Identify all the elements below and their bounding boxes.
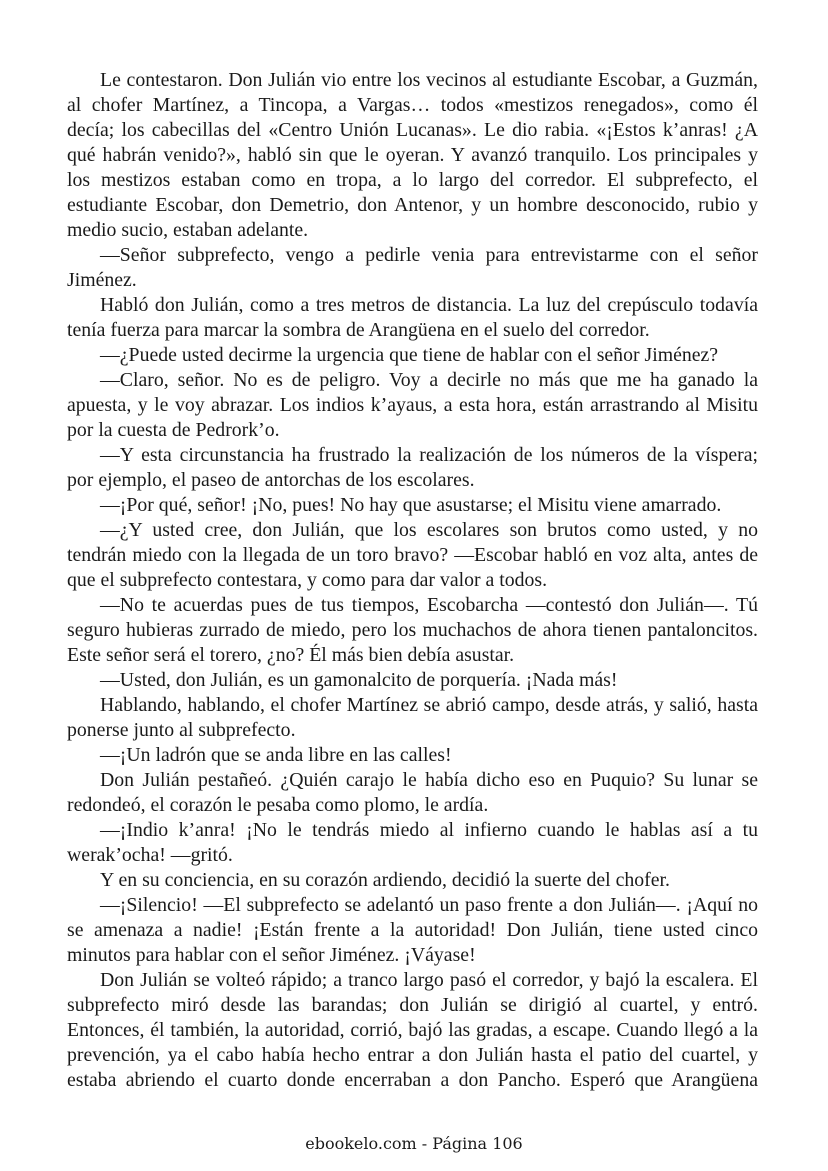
text-line: tenía fuerza para marcar la sombra de Arangüena en el suelo del corredor. [67, 319, 650, 341]
page-number: 106 [492, 1134, 523, 1153]
text-line: Le contestaron. Don Julián vio entre los vecinos al estudiante Escobar, a Guzmán, [100, 69, 758, 91]
narration-paragraph [67, 968, 758, 1093]
text-line: Don Julián pestañeó. ¿Quién carajo le había dicho eso en Puquio? Su lunar se [100, 769, 758, 791]
text-line: Y en su conciencia, en su corazón ardiendo, decidió la suerte del chofer. [100, 869, 670, 891]
text-line: Entonces, él también, la autoridad, corrió, bajó las gradas, a escape. Cuando llegó a la [67, 1019, 758, 1041]
text-line: —¡Silencio! —El subprefecto se adelantó un paso frente a don Julián—. ¡Aquí no [100, 894, 758, 916]
text-line: —Señor subprefecto, vengo a pedirle venia para entrevistarme con el señor [100, 244, 758, 266]
dialogue-paragraph [67, 668, 758, 693]
narration-paragraph [67, 68, 758, 243]
dialogue-paragraph [67, 593, 758, 668]
text-line: Jiménez. [67, 269, 137, 291]
text-line: —Claro, señor. No es de peligro. Voy a decirle no más que me ha ganado la [100, 369, 758, 391]
text-line: —¡Indio k’anra! ¡No le tendrás miedo al infierno cuando le hablas así a tu [100, 819, 758, 841]
text-line: —¿Puede usted decirme la urgencia que tiene de hablar con el señor Jiménez? [100, 344, 719, 366]
text-line: decía; los cabecillas del «Centro Unión Lucanas». Le dio rabia. «¡Estos k’anras! ¿A [67, 119, 758, 141]
footer-page-word: Página [432, 1134, 488, 1153]
footer-site: ebookelo.com [305, 1134, 417, 1153]
narration-paragraph [67, 293, 758, 343]
narration-paragraph [67, 768, 758, 818]
text-line: tendrán miedo con la llegada de un toro bravo? —Escobar habló en voz alta, antes de [67, 544, 758, 566]
dialogue-paragraph [67, 818, 758, 868]
text-line: minutos para hablar con el señor Jiménez. ¡Váyase! [67, 944, 476, 966]
text-line: los mestizos estaban como en tropa, a lo largo del corredor. El subprefecto, el [67, 169, 758, 191]
text-line: prevención, ya el cabo había hecho entrar a don Julián hasta el patio del cuartel, y [67, 1044, 758, 1066]
text-line: al chofer Martínez, a Tincopa, a Vargas… todos «mestizos renegados», como él [67, 94, 758, 116]
narration-paragraph [67, 868, 758, 893]
text-line: seguro hubieras zurrado de miedo, pero los muchachos de ahora tienen pantaloncitos. [67, 619, 758, 641]
dialogue-paragraph [67, 443, 758, 493]
dialogue-paragraph [67, 368, 758, 443]
text-line: estudiante Escobar, don Demetrio, don Antenor, y un hombre desconocido, rubio y [67, 194, 758, 216]
text-line: werak’ocha! —gritó. [67, 844, 233, 866]
text-line: por la cuesta de Pedrork’o. [67, 419, 280, 441]
text-line: —No te acuerdas pues de tus tiempos, Escobarcha —contestó don Julián—. Tú [100, 594, 758, 616]
dialogue-paragraph [67, 743, 758, 768]
text-line: Don Julián se volteó rápido; a tranco largo pasó el corredor, y bajó la escalera. El [100, 969, 758, 991]
text-line: Hablando, hablando, el chofer Martínez se abrió campo, desde atrás, y salió, hasta [100, 694, 758, 716]
dialogue-paragraph [67, 343, 758, 368]
text-line: se amenaza a nadie! ¡Están frente a la autoridad! Don Julián, tiene usted cinco [67, 919, 758, 941]
dialogue-paragraph [67, 893, 758, 968]
text-line: medio sucio, estaban adelante. [67, 219, 309, 241]
page-body-text [67, 68, 758, 1093]
text-line: redondeó, el corazón le pesaba como plomo, le ardía. [67, 794, 489, 816]
narration-paragraph [67, 693, 758, 743]
text-line: Este señor será el torero, ¿no? Él más bien debía asustar. [67, 644, 515, 666]
page-footer [0, 1134, 828, 1154]
text-line: —¿Y usted cree, don Julián, que los escolares son brutos como usted, y no [100, 519, 758, 541]
dialogue-paragraph [67, 518, 758, 593]
text-line: —¡Por qué, señor! ¡No, pues! No hay que asustarse; el Misitu viene amarrado. [100, 494, 722, 516]
text-line: por ejemplo, el paseo de antorchas de los escolares. [67, 469, 475, 491]
text-line: Habló don Julián, como a tres metros de distancia. La luz del crepúsculo todavía [100, 294, 758, 316]
text-line: ponerse junto al subprefecto. [67, 719, 296, 741]
text-line: que el subprefecto contestara, y como para dar valor a todos. [67, 569, 548, 591]
text-line: apuesta, y le voy abrazar. Los indios k’ayaus, a esta hora, están arrastrando al Misitu [67, 394, 758, 416]
footer-separator: - [416, 1134, 433, 1153]
dialogue-paragraph [67, 493, 758, 518]
text-line: qué habrán venido?», habló sin que le oyeran. Y avanzó tranquilo. Los principales y [67, 144, 758, 166]
text-line: —Y esta circunstancia ha frustrado la realización de los números de la víspera; [100, 444, 758, 466]
text-line: —¡Un ladrón que se anda libre en las calles! [100, 744, 452, 766]
dialogue-paragraph [67, 243, 758, 293]
text-line: —Usted, don Julián, es un gamonalcito de porquería. ¡Nada más! [100, 669, 618, 691]
text-line: subprefecto miró desde las barandas; don Julián se dirigió al cuartel, y entró. [67, 994, 758, 1016]
text-line: estaba abriendo el cuarto donde encerraban a don Pancho. Esperó que Arangüena [67, 1069, 758, 1091]
